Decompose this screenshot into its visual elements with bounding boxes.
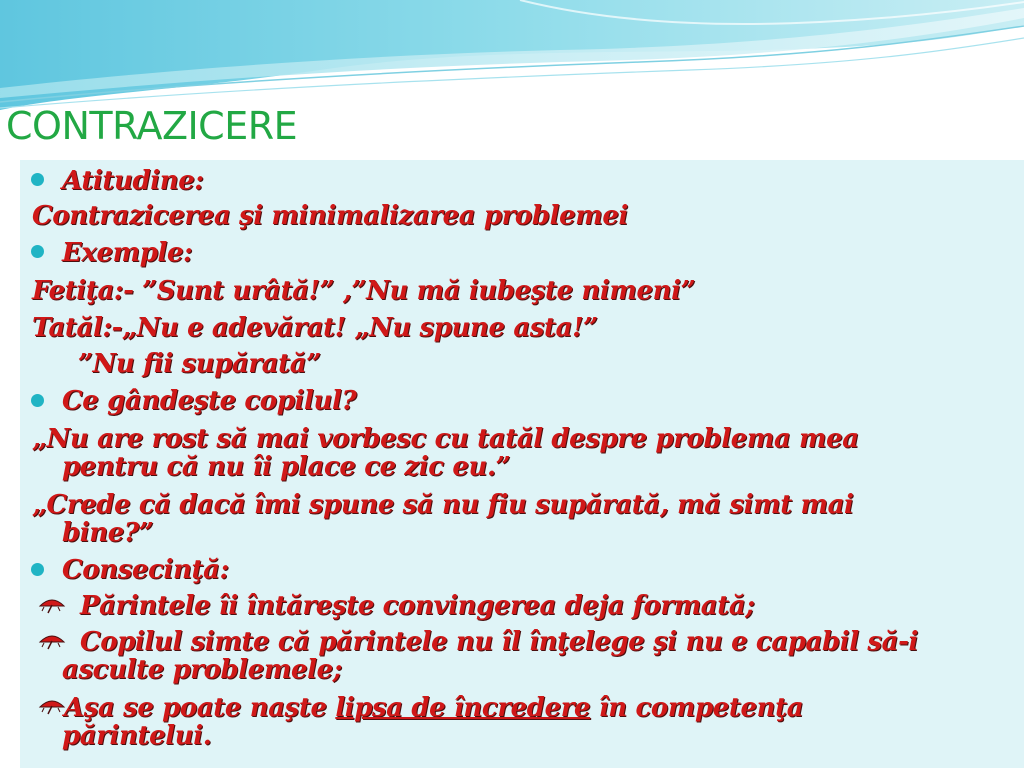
consequence-3-suffix: în competenţa — [590, 693, 804, 723]
bullet-dot-icon — [31, 173, 44, 186]
bullet-child-thinks: Ce gândeşte copilul? — [62, 386, 357, 416]
umbrella-icon — [38, 697, 66, 715]
thought-1-line-1: „Nu are rost să mai vorbesc cu tatăl despre problema mea — [32, 424, 859, 454]
consequence-2-line-2: asculte problemele; — [62, 655, 342, 685]
bullet-dot-icon — [31, 563, 44, 576]
example-father-line: Tatăl:-„Nu e adevărat! „Nu spune asta!” — [32, 313, 598, 343]
bullet-examples: Exemple: — [62, 238, 193, 268]
consequence-3-line-2: părintelui. — [62, 721, 212, 751]
example-child-line: Fetiţa:- ”Sunt urâtă!” ,”Nu mă iubeşte nimeni” — [32, 276, 696, 306]
wave-header-decoration — [0, 0, 1024, 120]
consequence-1: Părintele îi întăreşte convingerea deja formată; — [80, 591, 755, 621]
umbrella-icon — [38, 632, 66, 650]
consequence-3-line-1 — [64, 695, 803, 721]
thought-2-line-1: „Crede că dacă îmi spune să nu fiu supărată, mă simt mai — [32, 490, 854, 520]
bullet-dot-icon — [31, 394, 44, 407]
bullet-consequence: Consecinţă: — [62, 555, 229, 585]
consequence-3-underlined: lipsa de încredere — [335, 693, 591, 723]
example-father-line-2: ”Nu fii supărată” — [78, 349, 321, 379]
bullet-attitude: Atitudine: — [62, 166, 204, 196]
slide-title: CONTRAZICERE — [6, 104, 298, 148]
bullet-dot-icon — [31, 245, 44, 258]
thought-2-line-2: bine?” — [62, 518, 154, 548]
consequence-3-prefix: Aşa se poate naşte — [64, 693, 336, 723]
thought-1-line-2: pentru că nu îi place ce zic eu.” — [62, 452, 511, 482]
umbrella-icon — [38, 596, 66, 614]
attitude-text: Contrazicerea şi minimalizarea problemei — [32, 201, 628, 231]
consequence-2-line-1: Copilul simte că părintele nu îl înţelege şi nu e capabil să-i — [80, 627, 918, 657]
